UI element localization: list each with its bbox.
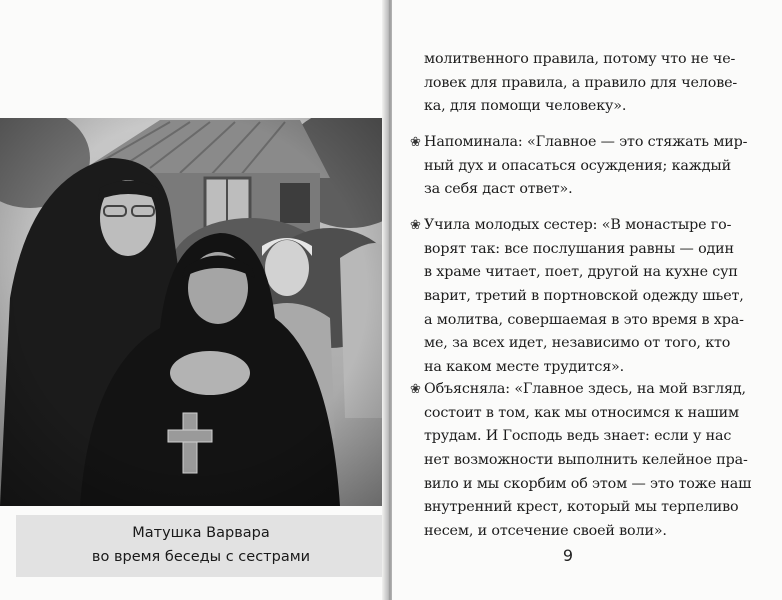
text-line: Учила молодых сестер: «В монастыре го- <box>424 217 732 233</box>
text-line: в храме читает, поет, другой на кухне суп <box>424 264 738 281</box>
caption-line-1: Матушка Варвара <box>132 525 270 541</box>
text-line: состоит в том, как мы относимся к нашим <box>424 404 739 421</box>
text-line: ворят так: все послушания равны — один <box>424 240 734 257</box>
text-line: нет возможности выполнить келейное пра- <box>424 452 748 469</box>
paragraph <box>398 378 768 544</box>
text-line: ловек для правила, а правило для челове- <box>424 74 738 91</box>
text-line: трудам. И Господь ведь знает: если у нас <box>424 428 732 445</box>
photo-caption <box>16 515 386 577</box>
text-line: Напоминала: «Главное — это стяжать мир- <box>424 134 748 150</box>
right-page <box>392 0 782 600</box>
photo-of-nuns-illustration <box>0 118 386 506</box>
text-line: на каком месте трудится». <box>424 359 625 376</box>
ornament-bullet-icon: ❀ <box>410 135 421 150</box>
text-line: за себя даст ответ». <box>424 181 573 198</box>
text-line: несем, и отсечение своей воли». <box>424 523 667 540</box>
text-line: ка, для помощи человеку». <box>424 98 627 115</box>
text-line: Объясняла: «Главное здесь, на мой взгляд, <box>424 381 746 397</box>
text-line: вило и мы скорбим об этом — это тоже наш <box>424 475 752 492</box>
text-line: ный дух и опасаться осуждения; каждый <box>424 157 731 174</box>
text-line: варит, третий в портновской одежду шьет, <box>424 288 744 305</box>
text-line: внутренний крест, который мы терпеливо <box>424 499 739 516</box>
page-number: 9 <box>562 546 574 565</box>
caption-line-2: во время беседы с сестрами <box>91 549 311 565</box>
photo <box>0 118 386 506</box>
text-line: ме, за всех идет, независимо от того, кто <box>424 335 731 352</box>
paragraph <box>398 214 768 380</box>
text-line: а молитва, совершаемая в это время в хра- <box>424 311 744 328</box>
paragraph <box>398 48 768 119</box>
ornament-bullet-icon: ❀ <box>410 382 421 397</box>
left-page <box>0 0 389 600</box>
ornament-bullet-icon: ❀ <box>410 218 421 233</box>
paragraph <box>398 131 768 202</box>
text-line: молитвенного правила, потому что не че- <box>424 51 736 67</box>
